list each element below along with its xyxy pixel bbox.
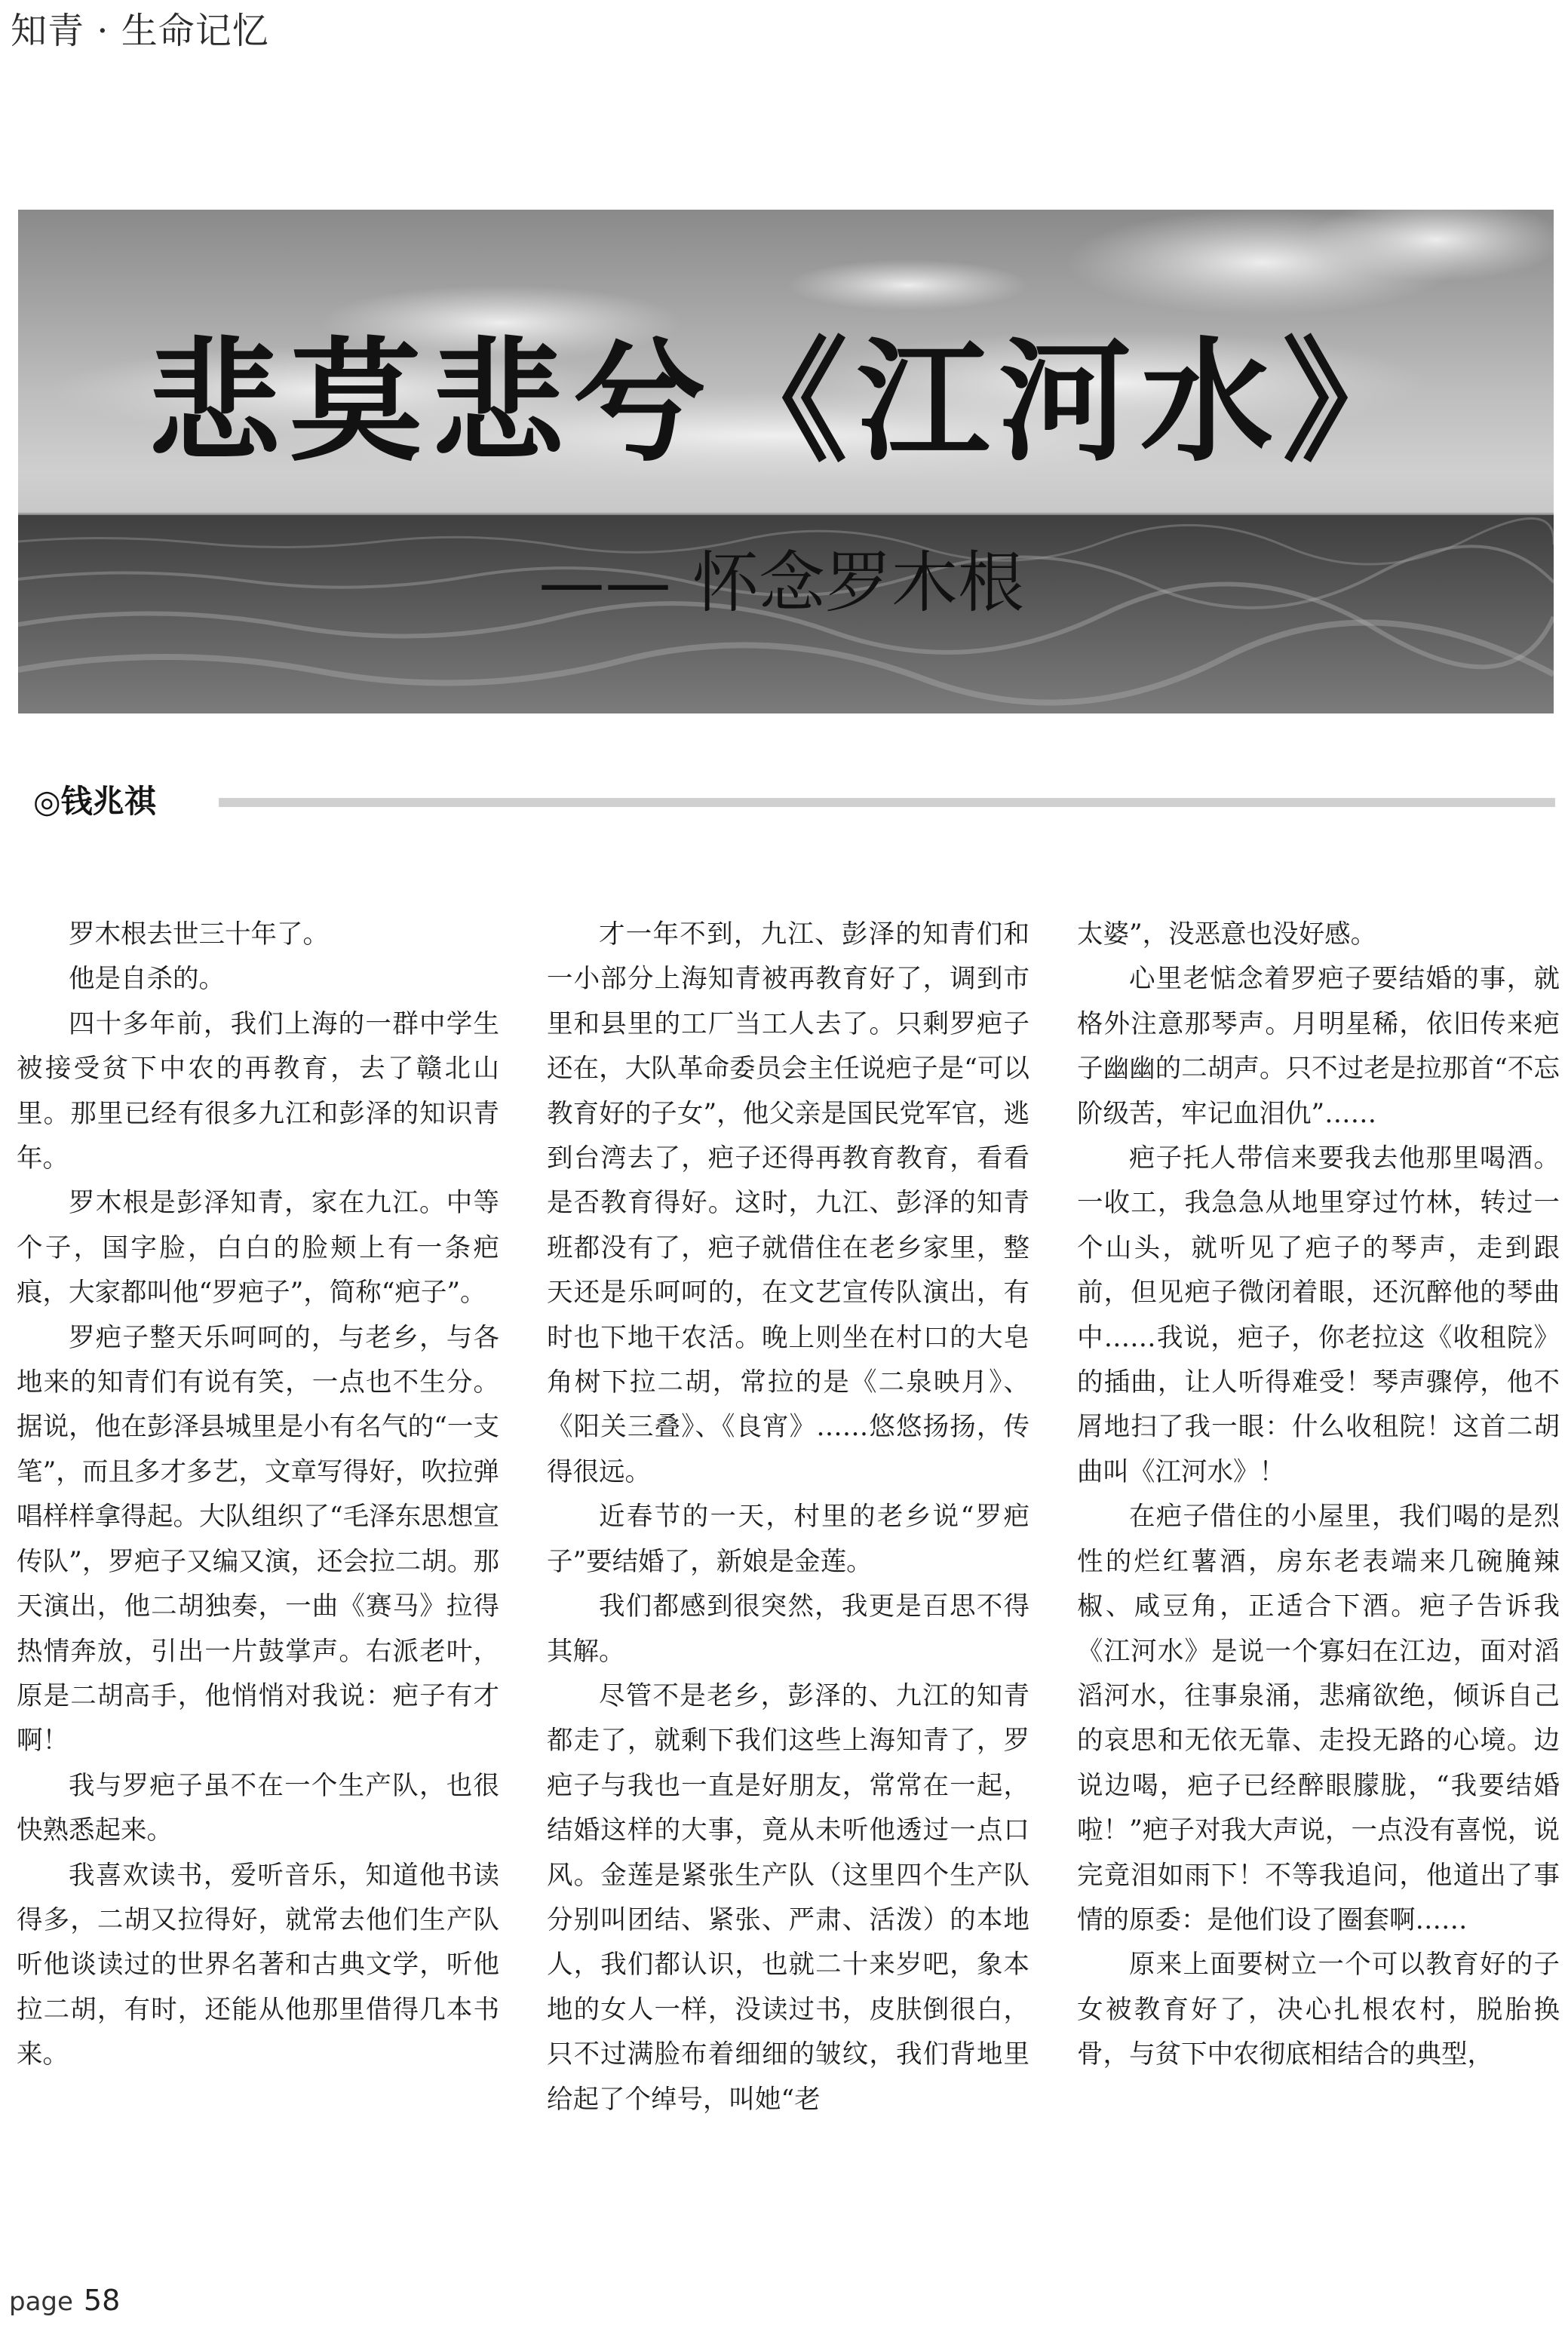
paragraph: 在疤子借住的小屋里，我们喝的是烈性的烂红薯酒，房东老表端来几碗腌辣椒、咸豆角，正适合下酒。疤子告诉我《江河水》是说一个寡妇在江边，面对滔滔河水，往事泉涌，悲痛欲绝，倾诉自己的哀思和无依无靠、走投无路的心境。边说边喝，疤子已经醉眼朦胧，“我要结婚啦！”疤子对我大声说，一点没有喜悦，说完竟泪如雨下！不等我追问，他道出了事情的原委：是他们设了圈套啊……: [1077, 1502, 1560, 1935]
byline-divider: [219, 798, 1555, 807]
paragraph: 我与罗疤子虽不在一个生产队，也很快熟悉起来。: [17, 1770, 499, 1846]
paragraph: 尽管不是老乡，彭泽的、九江的知青都走了，就剩下我们这些上海知青了，罗疤子与我也一直是好朋友，常常在一起，结婚这样的大事，竟从未听他透过一点口风。金莲是紧张生产队（这里四个生产队分别叫团结、紧张、严肃、活泼）的本地人，我们都认识，也就二十来岁吧，象本地的女人一样，没读过书，皮肤倒很白，只不过满脸布着细细的皱纹，我们背地里给起了个绰号，叫她“老: [547, 1680, 1029, 2115]
author-byline: ◎钱兆祺: [33, 783, 156, 820]
section-label: 知青 · 生命记忆: [11, 10, 269, 52]
paragraph: 四十多年前，我们上海的一群中学生被接受贫下中农的再教育，去了赣北山里。那里已经有很多九江和彭泽的知识青年。: [17, 1008, 499, 1174]
paragraph: 近春节的一天，村里的老乡说“罗疤子”要结婚了，新娘是金莲。: [547, 1502, 1029, 1577]
page-footer: [9, 2279, 120, 2323]
paragraph: 罗木根去世三十年了。: [69, 919, 329, 950]
paragraph: 他是自杀的。: [69, 964, 225, 995]
page-number: 58: [83, 2284, 121, 2317]
article-title: 悲莫悲兮《江河水》: [147, 324, 1424, 480]
paragraph: 我们都感到很突然，我更是百思不得其解。: [547, 1591, 1029, 1667]
paragraph: 疤子托人带信来要我去他那里喝酒。一收工，我急急从地里穿过竹林，转过一个山头，就听见了疤子的琴声，走到跟前，但见疤子微闭着眼，还沉醉他的琴曲中……我说，疤子，你老拉这《收租院》的插曲，让人听得难受！琴声骤停，他不屑地扫了我一眼：什么收租院！这首二胡曲叫《江河水》！: [1077, 1143, 1560, 1487]
paragraph: 我喜欢读书，爱听音乐，知道他书读得多，二胡又拉得好，就常去他们生产队听他谈读过的世界名著和古典文学，听他拉二胡，有时，还能从他那里借得几本书来。: [17, 1860, 499, 2070]
text-column-2: [547, 913, 1029, 2122]
paragraph: 罗木根是彭泽知青，家在九江。中等个子，国字脸，白白的脸颊上有一条疤痕，大家都叫他“罗疤子”，简称“疤子”。: [17, 1188, 499, 1309]
paragraph: 心里老惦念着罗疤子要结婚的事，就格外注意那琴声。月明星稀，依旧传来疤子幽幽的二胡声。只不过老是拉那首“不忘阶级苦，牢记血泪仇”……: [1077, 964, 1560, 1129]
article-subtitle: —— 怀念罗木根: [539, 544, 1024, 621]
text-column-3: [1077, 913, 1560, 2078]
text-column-1: [17, 913, 499, 2078]
paragraph: 罗疤子整天乐呵呵的，与老乡，与各地来的知青们有说有笑，一点也不生分。据说，他在彭泽县城里是小有名气的“一支笔”，而且多才多艺，文章写得好，吹拉弹唱样样拿得起。大队组织了“毛泽东思想宣传队”，罗疤子又编又演，还会拉二胡。那天演出，他二胡独奏，一曲《赛马》拉得热情奔放，引出一片鼓掌声。右派老叶，原是二胡高手，他悄悄对我说：疤子有才啊！: [17, 1322, 499, 1757]
page-word: page: [9, 2287, 73, 2317]
paragraph: 才一年不到，九江、彭泽的知青们和一小部分上海知青被再教育好了，调到市里和县里的工厂当工人去了。只剩罗疤子还在，大队革命委员会主任说疤子是“可以教育好的子女”，他父亲是国民党军官，逃到台湾去了，疤子还得再教育教育，看看是否教育得好。这时，九江、彭泽的知青班都没有了，疤子就借住在老乡家里，整天还是乐呵呵的，在文艺宣传队演出，有时也下地干农活。晚上则坐在村口的大皂角树下拉二胡，常拉的是《二泉映月》、《阳关三叠》、《良宵》……悠悠扬扬，传得很远。: [547, 919, 1029, 1487]
paragraph: 原来上面要树立一个可以教育好的子女被教育好了，决心扎根农村，脱胎换骨，与贫下中农彻底相结合的典型，: [1077, 1950, 1560, 2070]
paragraph-continuation: 太婆”，没恶意也没好感。: [1077, 919, 1377, 950]
title-banner: [18, 210, 1554, 713]
